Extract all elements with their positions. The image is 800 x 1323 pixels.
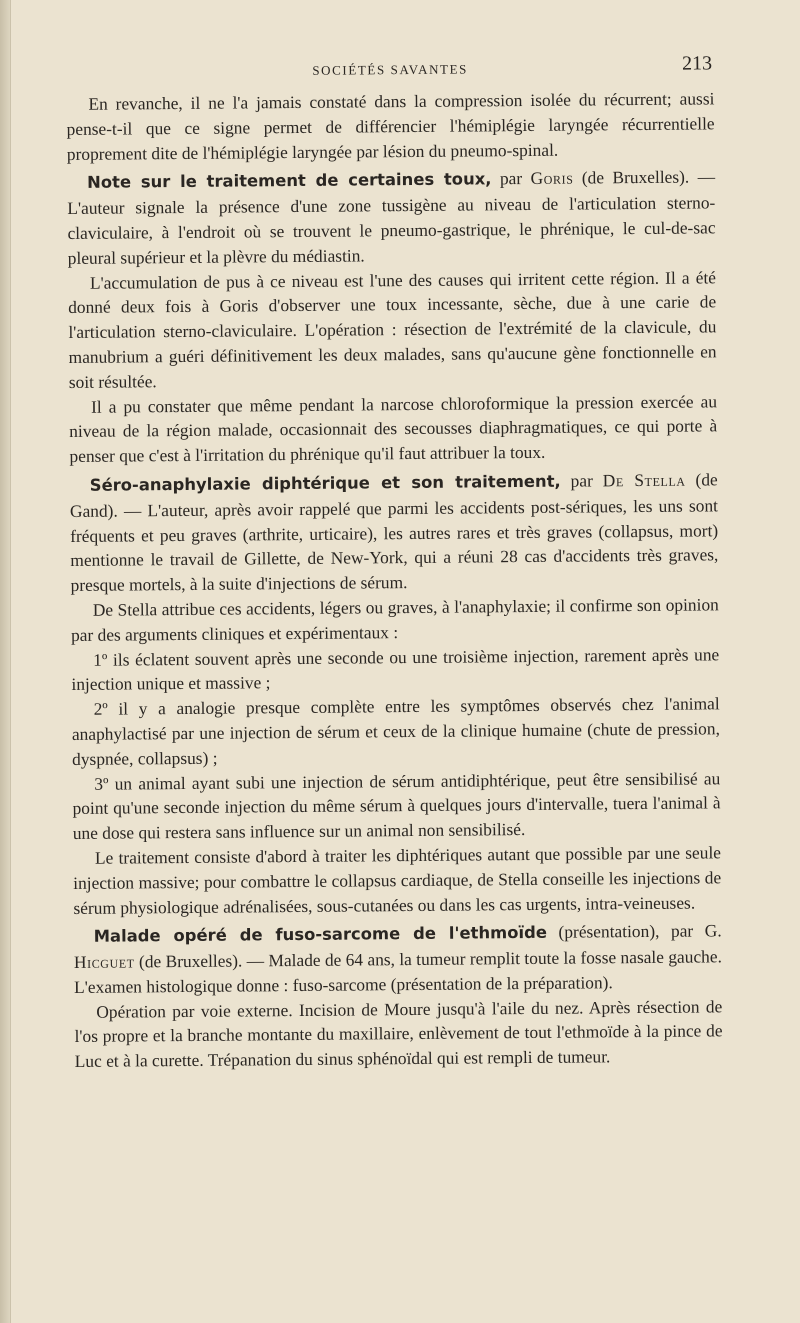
section-heading-toux: Note sur le traitement de certaines toux, xyxy=(87,169,492,193)
author-goris: Goris xyxy=(530,167,574,189)
paragraph-accumulation: L'accumulation de pus à ce niveau est l'une des causes qui irritent cette région. Il a été donné deux fois à Goris d'observer une toux incessante, sèche, due à une carie de l'articulation sterno-claviculaire. L'opération : résection de l'extrémité de la clavicule, du manubrium a guéri définitivement les deux malades, sans qu'aucune gène fonctionnelle en soit résultée. xyxy=(68,266,717,392)
paragraph-hemiplegie: En revanche, il ne l'a jamais constaté dans la compression isolée du récurrent; aussi pense-t-il que ce signe permet de différencier l'hémiplégie laryngée récurrentielle proprement dite de l'hémiplégie laryngée par lésion du pneumo-spinal. xyxy=(66,88,715,164)
author-de-stella: De Stella xyxy=(602,469,686,491)
section-note-toux xyxy=(67,165,716,271)
paragraph-narcose: Il a pu constater que même pendant la narcose chloroformique la pression exercée au niveau de la région malade, occasionnait des secousses diaphragmatiques, ce qui porte à penser que c'est à l'irritation du phrénique qu'il faut attribuer la toux. xyxy=(69,390,718,467)
paragraph-operation: Opération par voie externe. Incision de Moure jusqu'à l'aile du nez. Après résection de l'os propre et la branche montante du maxillaire, enlèvement de tout l'ethmoïde à la pince de Luc et à la curette. Trépanation du sinus sphénoïdal qui est rempli de tumeur. xyxy=(74,995,723,1072)
paragraph-traitement: Le traitement consiste d'abord à traiter les diphtériques autant que possible par une seule injection massive; pour combattre le collapsus cardiaque, de Stella conseille les injections de sérum physiologique adrénalisées, sous-cutanées ou dans les cas urgents, intra-veineuses. xyxy=(73,842,722,918)
section-body: — L'auteur, après avoir rappelé que parmi les accidents post-sériques, les uns sont fréquents et peu graves (arthrite, urticaire), les autres rares et très graves (collapsus, mort) mentionne le travail de Gillette, de New-York, qui a réuni 28 cas d'accidents très graves, presque mortels, à la suite d'injections de sérum. xyxy=(70,495,719,596)
section-body: — L'auteur signale la présence d'une zone tussigène au niveau de l'articulation sterno-claviculaire, à l'endroit où se trouvent le pneumo-gastrique, le phrénique, le cul-de-sac pleural supérieur et la plèvre du médiastin. xyxy=(67,166,716,268)
section-sero-anaphylaxie xyxy=(70,467,719,598)
author-affiliation: (de Bruxelles). xyxy=(573,166,690,188)
section-heading-fuso-sarcome: Malade opéré de fuso-sarcome de l'ethmoïde xyxy=(93,923,548,947)
section-par: par xyxy=(491,168,531,189)
author-affiliation: (de Bruxelles). xyxy=(134,950,243,972)
section-body: — Malade de 64 ans, la tumeur remplit toute la fosse nasale gauche. L'examen histologique donne : fuso-sarcome (présentation de la préparation). xyxy=(74,946,722,997)
section-par: par xyxy=(560,470,603,491)
page-number: 213 xyxy=(681,52,713,75)
list-item-3: 3º un animal ayant subi une injection de sérum antidiphtérique, peut être sensibilisé au point qu'une seconde injection du même sérum à quelques jours d'intervalle, tuera l'animal à une dose qui restera sans influence sur un animal non sensibilisé. xyxy=(72,767,721,844)
list-item-2: 2º il y a analogie presque complète entre les symptômes observés chez l'animal anaphylactisé par une injection de sérum et ceux de la clinique humaine (chute de pression, dyspnée, collapsus) ; xyxy=(71,693,720,769)
section-heading-sero: Séro-anaphylaxie diphtérique et son traitement, xyxy=(89,471,561,495)
section-fuso-sarcome xyxy=(74,919,723,1000)
book-binding-edge xyxy=(0,0,10,1323)
author-hicguet: Hicguet xyxy=(73,951,135,973)
running-head xyxy=(66,52,714,92)
running-title: SOCIÉTÉS SAVANTES xyxy=(312,61,469,78)
paragraph-attribution: De Stella attribue ces accidents, légers ou graves, à l'anaphylaxie; il confirme son opinion par des arguments cliniques et expérimentaux : xyxy=(70,594,719,645)
list-item-1: 1º ils éclatent souvent après une seconde ou une troisième injection, rarement après une injection unique et massive ; xyxy=(71,643,720,695)
section-presentation: (présentation), par G. xyxy=(546,920,722,943)
gutter-line xyxy=(10,0,11,1323)
author-affiliation: (de Gand). xyxy=(69,469,718,521)
book-page xyxy=(66,52,723,1074)
